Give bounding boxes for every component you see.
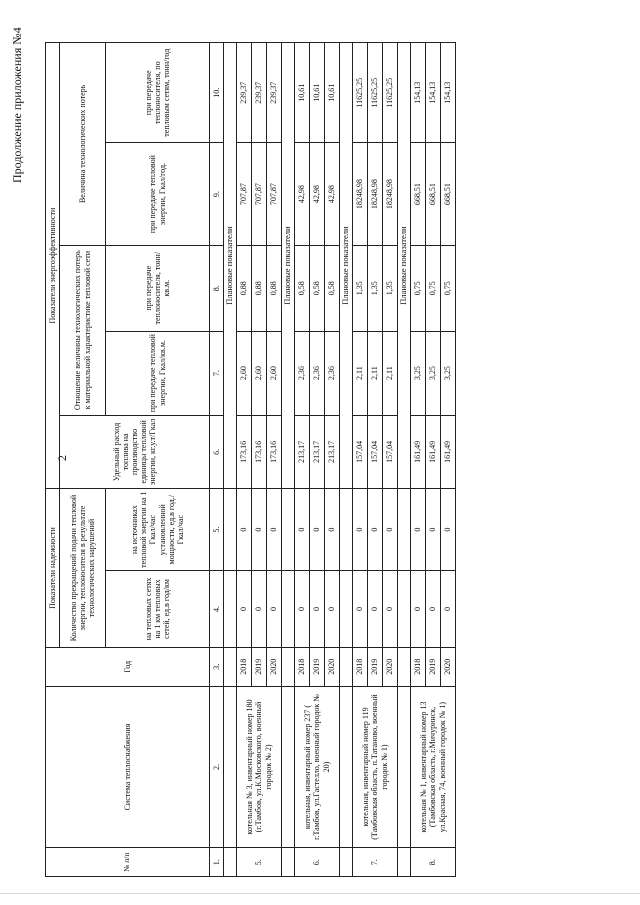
blank-cell [224, 647, 237, 686]
value-cell-loss-heat: 18248,98 [383, 143, 398, 245]
blank-cell [282, 571, 295, 648]
blank-cell [340, 489, 353, 571]
value-cell-loss-heat: 42,98 [310, 143, 325, 245]
value-cell-ratio-carrier: 1,35 [353, 245, 368, 331]
value-cell-networks: 0 [426, 571, 441, 648]
value-cell-sources: 0 [237, 489, 252, 571]
system-number: 8. [411, 848, 456, 877]
value-cell-networks: 0 [368, 571, 383, 648]
value-cell-loss-heat: 668,51 [426, 143, 441, 245]
table-row [295, 43, 310, 877]
page-number: 2 [55, 455, 69, 461]
system-name: котельная № 3, инвентарный номер 180 (г.Тамбов, ул.К.Московского, военный городок № 2) [237, 686, 282, 848]
value-cell-loss-carrier: 154,13 [441, 43, 456, 143]
col-header-on-networks: на тепловых сетях на 1 км тепловых сетей, ед.в год/км [106, 571, 210, 648]
value-cell-sources: 0 [295, 489, 310, 571]
col-number: 3. [210, 647, 224, 686]
blank-cell [398, 647, 411, 686]
col-header-year: Год [46, 647, 210, 686]
value-cell-fuel: 157,04 [353, 415, 368, 489]
value-cell-networks: 0 [411, 571, 426, 648]
value-cell-ratio-heat: 2,11 [353, 331, 368, 415]
blank-cell [282, 647, 295, 686]
value-cell-loss-heat: 18248,98 [368, 143, 383, 245]
col-number: 9. [210, 143, 224, 245]
value-cell-sources: 0 [383, 489, 398, 571]
value-cell-ratio-heat: 3,25 [426, 331, 441, 415]
value-cell-sources: 0 [353, 489, 368, 571]
value-cell-ratio-heat: 2,36 [295, 331, 310, 415]
value-cell-ratio-heat: 3,25 [411, 331, 426, 415]
value-cell-networks: 0 [310, 571, 325, 648]
value-cell-fuel: 213,17 [310, 415, 325, 489]
blank-cell [224, 571, 237, 648]
indicators-table [45, 42, 456, 877]
planned-section-row [282, 43, 295, 877]
value-cell-networks: 0 [325, 571, 340, 648]
value-cell-loss-carrier: 11625,25 [368, 43, 383, 143]
value-cell-sources: 0 [368, 489, 383, 571]
value-cell-loss-carrier: 11625,25 [383, 43, 398, 143]
year-cell: 2020 [383, 647, 398, 686]
col-header-losses: Величина технологических потерь [60, 43, 106, 246]
value-cell-loss-heat: 18248,98 [353, 143, 368, 245]
value-cell-loss-heat: 668,51 [441, 143, 456, 245]
col-number: 4. [210, 571, 224, 648]
system-name: котельная № 1, инвентарный номер 13 (Тамбовская область, г.Мичуринск, ул.Красная, 74, военный городок № 1) [411, 686, 456, 848]
value-cell-ratio-carrier: 0,88 [252, 245, 267, 331]
system-number: 6. [295, 848, 340, 877]
col-number: 6. [210, 415, 224, 489]
value-cell-fuel: 173,16 [252, 415, 267, 489]
value-cell-ratio-carrier: 0,88 [267, 245, 282, 331]
year-cell: 2019 [252, 647, 267, 686]
value-cell-loss-carrier: 10,61 [325, 43, 340, 143]
scan-edge-line [0, 893, 640, 894]
value-cell-fuel: 161,49 [441, 415, 456, 489]
col-header-reliability: Показатели надежности [46, 489, 60, 648]
col-header-system: Система теплоснабжения [46, 686, 210, 848]
col-number: 10. [210, 43, 224, 143]
col-header-ratio-heat: при передаче тепловой энергии, Гкал/кв.м. [106, 331, 210, 415]
value-cell-fuel: 157,04 [383, 415, 398, 489]
value-cell-loss-carrier: 154,13 [426, 43, 441, 143]
table-row [237, 43, 252, 877]
col-header-num: № п/п [46, 848, 210, 877]
col-number: 5. [210, 489, 224, 571]
blank-cell [340, 686, 353, 848]
system-number: 7. [353, 848, 398, 877]
blank-cell [282, 848, 295, 877]
planned-section-label: Плановые показатели [282, 43, 295, 489]
value-cell-networks: 0 [383, 571, 398, 648]
value-cell-loss-heat: 42,98 [295, 143, 310, 245]
value-cell-sources: 0 [267, 489, 282, 571]
planned-section-row [398, 43, 411, 877]
value-cell-fuel: 173,16 [267, 415, 282, 489]
value-cell-ratio-carrier: 1,35 [383, 245, 398, 331]
col-header-efficiency: Показатели энергоэффективности [46, 43, 60, 489]
blank-cell [224, 848, 237, 877]
year-cell: 2019 [368, 647, 383, 686]
value-cell-loss-heat: 707,87 [267, 143, 282, 245]
value-cell-networks: 0 [252, 571, 267, 648]
value-cell-networks: 0 [295, 571, 310, 648]
value-cell-ratio-carrier: 0,58 [295, 245, 310, 331]
value-cell-fuel: 161,49 [426, 415, 441, 489]
year-cell: 2020 [325, 647, 340, 686]
value-cell-fuel: 157,04 [368, 415, 383, 489]
value-cell-loss-carrier: 239,37 [267, 43, 282, 143]
blank-cell [224, 686, 237, 848]
year-cell: 2019 [310, 647, 325, 686]
value-cell-sources: 0 [426, 489, 441, 571]
col-header-on-sources: на источниках тепловой энергии на 1 Гкал/час установленной мощности, ед.в год./Гкал/час [106, 489, 210, 571]
value-cell-sources: 0 [310, 489, 325, 571]
table-row [353, 43, 368, 877]
blank-cell [398, 686, 411, 848]
value-cell-loss-heat: 707,87 [252, 143, 267, 245]
value-cell-loss-carrier: 10,61 [310, 43, 325, 143]
table-row [411, 43, 426, 877]
blank-cell [282, 686, 295, 848]
planned-section-label: Плановые показатели [398, 43, 411, 489]
col-header-losses-heat: при передаче тепловой энергии, Гкал/год. [106, 143, 210, 245]
col-number: 8. [210, 245, 224, 331]
planned-section-label: Плановые показатели [340, 43, 353, 489]
value-cell-ratio-carrier: 0,58 [325, 245, 340, 331]
year-cell: 2018 [295, 647, 310, 686]
column-number-row [210, 43, 224, 877]
col-header-specific-fuel: Удельный расход топлива на производство единицы тепловой энергии, кг.у.т/Гкал [60, 415, 210, 489]
system-number: 5. [237, 848, 282, 877]
appendix-note: Продолжение приложения №4 [10, 27, 24, 183]
value-cell-networks: 0 [237, 571, 252, 648]
blank-cell [398, 848, 411, 877]
value-cell-ratio-heat: 2,36 [310, 331, 325, 415]
year-cell: 2020 [441, 647, 456, 686]
value-cell-fuel: 213,17 [325, 415, 340, 489]
value-cell-ratio-heat: 2,11 [383, 331, 398, 415]
value-cell-networks: 0 [441, 571, 456, 648]
value-cell-ratio-heat: 2,60 [237, 331, 252, 415]
value-cell-ratio-heat: 2,11 [368, 331, 383, 415]
value-cell-loss-carrier: 154,13 [411, 43, 426, 143]
col-number: 2. [210, 686, 224, 848]
value-cell-fuel: 173,16 [237, 415, 252, 489]
col-number: 7. [210, 331, 224, 415]
table-body [46, 43, 456, 877]
year-cell: 2018 [237, 647, 252, 686]
value-cell-fuel: 213,17 [295, 415, 310, 489]
value-cell-networks: 0 [353, 571, 368, 648]
value-cell-sources: 0 [441, 489, 456, 571]
value-cell-sources: 0 [325, 489, 340, 571]
col-header-ratio: Отношение величины технологических потерь к материальной характеристике тепловой сети [60, 245, 106, 415]
blank-cell [282, 489, 295, 571]
value-cell-loss-carrier: 239,37 [252, 43, 267, 143]
year-cell: 2020 [267, 647, 282, 686]
blank-cell [224, 489, 237, 571]
col-number: 1. [210, 848, 224, 877]
year-cell: 2019 [426, 647, 441, 686]
planned-section-row [224, 43, 237, 877]
system-name: котельная, инвентарный номер 237 ( г.Тамбов, ул.Гастелло, военный городок № 20) [295, 686, 340, 848]
blank-cell [340, 571, 353, 648]
value-cell-sources: 0 [411, 489, 426, 571]
value-cell-ratio-heat: 2,60 [267, 331, 282, 415]
blank-cell [340, 848, 353, 877]
blank-cell [340, 647, 353, 686]
system-name: котельная, инвентарный номер 119 (Тамбовская область, п.Татаново, военный городок № 1) [353, 686, 398, 848]
value-cell-sources: 0 [252, 489, 267, 571]
value-cell-loss-heat: 707,87 [237, 143, 252, 245]
value-cell-ratio-heat: 3,25 [441, 331, 456, 415]
blank-cell [398, 489, 411, 571]
value-cell-loss-carrier: 10,61 [295, 43, 310, 143]
value-cell-ratio-carrier: 0,75 [426, 245, 441, 331]
planned-section-label: Плановые показатели [224, 43, 237, 489]
value-cell-ratio-carrier: 1,35 [368, 245, 383, 331]
planned-section-row [340, 43, 353, 877]
year-cell: 2018 [353, 647, 368, 686]
value-cell-loss-carrier: 11625,25 [353, 43, 368, 143]
value-cell-ratio-heat: 2,36 [325, 331, 340, 415]
value-cell-ratio-carrier: 0,75 [441, 245, 456, 331]
col-header-losses-carrier: при передаче теплоносителя, по тепловым сетям, тонн/год [106, 43, 210, 143]
value-cell-ratio-carrier: 0,75 [411, 245, 426, 331]
value-cell-ratio-heat: 2,60 [252, 331, 267, 415]
value-cell-loss-heat: 42,98 [325, 143, 340, 245]
value-cell-fuel: 161,49 [411, 415, 426, 489]
value-cell-loss-carrier: 239,37 [237, 43, 252, 143]
value-cell-ratio-carrier: 0,58 [310, 245, 325, 331]
value-cell-networks: 0 [267, 571, 282, 648]
value-cell-ratio-carrier: 0,88 [237, 245, 252, 331]
blank-cell [398, 571, 411, 648]
value-cell-loss-heat: 668,51 [411, 143, 426, 245]
col-header-ratio-carrier: при передаче теплоносителя, тонн/кв.м. [106, 245, 210, 331]
col-header-interruptions: Количество прекращений подачи тепловой энергии, теплоносителя в результате технологических нарушений [60, 489, 106, 648]
year-cell: 2018 [411, 647, 426, 686]
